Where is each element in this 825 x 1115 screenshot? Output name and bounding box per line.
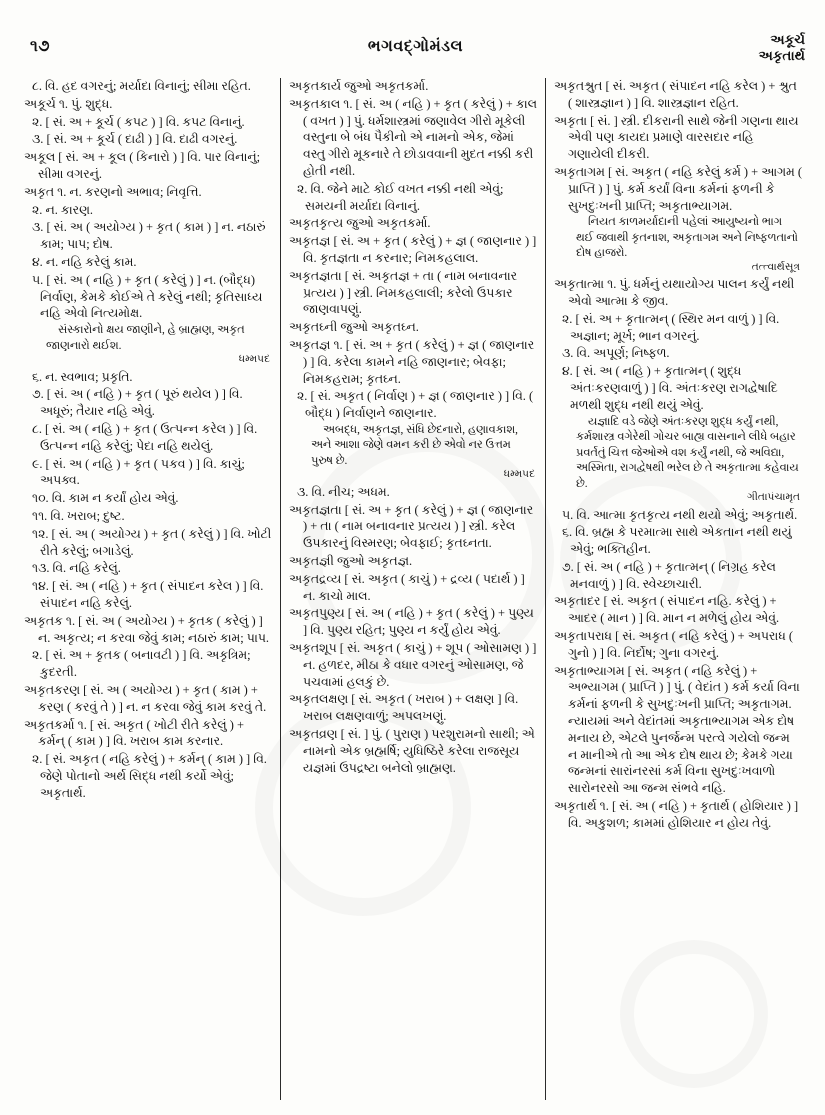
dictionary-entry: અકૃતપુણ્ય [ સં. અ ( નહિ ) + કૃત ( કરેલું ) + પુણ્ય ] વિ. પુણ્ય રહિત; પુણ્ય ન કર્યું હોય એવું. <box>289 606 534 638</box>
quotation-citation: ધમ્મપદ <box>238 354 270 366</box>
entry-sense: ૧૪. [ સં. અ ( નહિ ) + કૃત ( સંપાદન કરેલ ) ] વિ. સંપાદન નહિ કરેલું. <box>32 579 264 610</box>
dictionary-entry: અકૃતકરણ [ સં. અ ( અયોગ્ય ) + કૃત ( કામ ) + કરણ ( કરવું તે ) ] ન. ન કરવા જેવું કામ કરવું તે. <box>24 682 267 714</box>
entry-sense: ૧૩. વિ. નહિ કરેલું. <box>32 561 121 576</box>
dictionary-entry: અકૂર્ચ ૧. પું. શુદ્ધ. <box>24 96 113 111</box>
dictionary-entry: અકૃતઘ્ની જુઓ અકૃતઘ્ન. <box>289 320 419 335</box>
running-head <box>26 30 805 76</box>
guide-word-last: અકૃતાર્થ <box>758 48 805 64</box>
guide-word-first: અકૂર્ચ <box>770 32 805 47</box>
page-number: ૧૭ <box>30 38 50 55</box>
entry-sense: ૮. વિ. હદ વગરનું; મર્યાદા વિનાનું; સીમા રહિત. <box>32 79 251 93</box>
entry-sense: ૨. [ સં. અકૃત ( નહિ કરેલું ) + કર્મન્ ( કામ ) ] વિ. જેણે પોતાનો અર્થ સિદ્ધ નથી કર્યો એવું; અકૃતાર્થ. <box>32 752 267 800</box>
dictionary-entry: અકૂલ [ સં. અ + કૂલ ( કિનારો ) ] વિ. પાર વિનાનું; સીમા વગરનું. <box>24 150 261 181</box>
quotation-block: સંસ્કારોનો ક્ષય જાણીને, હે બ્રાહ્મણ, અકૃત જાણનારો થઈશ. ધમ્મપદ <box>24 323 272 367</box>
dictionary-entry: અકૃતકર્મા ૧. [ સં. અકૃત ( ખોટી રીતે કરેલું ) + કર્મન્ ( કામ ) ] વિ. ખરાબ કામ કરનાર. <box>24 717 244 749</box>
entry-sense: ૨. [ સં. અકૃત ( નિર્વાણ ) + જ્ઞ ( જાણનાર ) ] વિ. ( બૌદ્ધ ) નિર્વાણને જાણનાર. <box>297 389 534 421</box>
column-rule <box>545 78 546 1100</box>
dictionary-entry: અકૃતલક્ષણ [ સં. અકૃત ( ખરાબ ) + લક્ષણ ] વિ. ખરાબ લક્ષણવાળું; અપલખણું. <box>289 692 519 724</box>
entry-sense: ૩. [ સં. અ ( અયોગ્ય ) + કૃત ( કામ ) ] ન. નઠારું કામ; પાપ; દોષ. <box>32 220 266 252</box>
quotation-block: યજ્ઞાદિ વડે જેણે અંતઃકરણ શુદ્ધ કર્યું નથી, કર્મશાસ્ત્ર વગેરેથી ગોચર બાહ્ય વાસનાને લીધે બહાર પ્રવર્તતું ચિત્ત જેઓએ વશ કર્યું નથી, જે અવિદ્યા, અસ્મિતા, રાગદ્વેષથી ભરેલ છે તે અકૃતાત્મા કહેવાય છે. ગીતાપંચામૃત <box>554 415 802 506</box>
entry-sense: ૫. [ સં. અ ( નહિ ) + કૃત ( કરેલું ) ] ન. (બૌદ્ધ) નિર્વાણ, કેમકે કોઈએ તે કરેલું નથી; કૃતિસાધ્ય નહિ એવો નિત્યમોક્ષ. <box>32 272 263 321</box>
dictionary-entry: અકૃતાદર [ સં. અકૃત ( સંપાદન નહિ. કરેલું ) + આદર ( માન ) ] વિ. માન ન મળેલું હોય એવું. <box>554 594 780 626</box>
quotation-citation: ધમ્મપદ <box>503 469 535 481</box>
entry-sense: ૪. ન. નહિ કરેલું કામ. <box>32 254 137 269</box>
entry-sense: ૩. વિ. નીચ; અધમ. <box>297 484 390 499</box>
dictionary-entry: અકૃતાભ્યાગમ [ સં. અકૃત ( નહિ કરેલું ) + અભ્યાગમ ( પ્રાપ્તિ ) ] પું. ( વેદાંત ) કર્મ કર્યા વિના કર્મનાં ફળની કે સુખદુઃખની પ્રાપ્તિ; અકૃતાગમ. ન્યાયમાં અને વેદાંતમાં અકૃતાભ્યાગમ એક દોષ મનાય છે, એટલે પુનર્જન્મ પરત્વે ગયેલો જન્મ ન માનીએ તો આ એક દોષ થાય છે; કેમકે ગયા જન્મનાં સારાંનરસાં કર્મ વિના સુખદુઃખવાળો સારોનરસો આ જન્મ સંભવે નહિ. <box>554 663 800 796</box>
dictionary-entry: અકૃતાપરાધ [ સં. અકૃત ( નહિ કરેલું ) + અપરાધ ( ગુનો ) ] વિ. નિર્દોષ; ગુના વગરનું. <box>554 629 793 660</box>
column-container <box>20 78 806 1100</box>
entry-sense: ૬. વિ. બ્રહ્મ કે પરમાત્મા સાથે એકતાન નથી થયું એવું; ભક્તિહીન. <box>562 525 792 557</box>
dictionary-entry: અકૃતજ્ઞ ૧. [ સં. અ + કૃત ( કરેલું ) + જ્ઞ ( જાણનાર ) ] વિ. કરેલા કામને નહિ જાણનાર; બેવફા; નિમકહરામ; કૃતઘ્ન. <box>289 337 535 386</box>
dictionary-entry: અકૃતજ્ઞ [ સં. અ + કૃત ( કરેલું ) + જ્ઞ ( જાણનાર ) ] વિ. કૃતજ્ઞતા ન કરનાર; નિમકહલાલ. <box>289 234 537 265</box>
dictionary-entry: અકૃતકૃત્ય જુઓ અકૃતકર્મા. <box>289 216 431 231</box>
book-title: ભગવદ્ગોમંડલ <box>367 38 464 55</box>
column-rule <box>280 78 281 1100</box>
text-column-2 <box>285 78 541 1100</box>
entry-sense: ૩. [ સં. અ + કૂર્ચ ( દાઢી ) ] વિ. દાઢી વગરનું. <box>32 132 238 147</box>
dictionary-entry: અકૃતાત્મા ૧. પું. ધર્મનું યથાયોગ્ય પાલન કર્યું નથી એવો આત્મા કે જીવ. <box>554 277 795 309</box>
text-column-1 <box>20 78 276 1100</box>
dictionary-entry: અકૃતક ૧. [ સં. અ ( અયોગ્ય ) + કૃતક ( કરેલું ) ] ન. અકૃત્ય; ન કરવા જેવું કામ; નઠારું કામ; પાપ. <box>24 613 270 645</box>
entry-sense: ૧૧. વિ. ખરાબ; દુષ્ટ. <box>32 508 125 523</box>
dictionary-entry: અકૃતવ્રણ [ સં. ] પું. ( પુરાણ ) પરશુરામનો સાથી; એ નામનો એક બ્રહ્મર્ષિ; યુધિષ્ઠિરે કરેલા રાજસૂય યજ્ઞમાં ઉપદ્રષ્ટા બનેલો બ્રાહ્મણ. <box>289 727 535 775</box>
entry-sense: ૨. [ સં. અ + કૃતક ( બનાવટી ) ] વિ. અકૃત્રિમ; કુદરતી. <box>32 648 251 680</box>
entry-sense: ૯. [ સં. અ ( નહિ ) + કૃત ( પકવ ) ] વિ. કાચું; અપક્વ. <box>32 456 245 488</box>
entry-sense: ૮. [ સં. અ ( નહિ ) + કૃત ( ઉત્પન્ન કરેલ ) ] વિ. ઉત્પન્ન નહિ કરેલું; પેદા નહિ થયેલું. <box>32 421 258 453</box>
dictionary-entry: અકૃતજ્ઞતા [ સં. અ + કૃત ( કરેલું ) + જ્ઞ ( જાણનાર ) + તા ( નામ બનાવનાર પ્રત્યય ) ] સ્ત્રી. કરેલ ઉપકારનું વિસ્મરણ; બેવફાઈ; કૃતઘ્નતા. <box>289 502 534 551</box>
dictionary-entry: અકૃતકાર્ય જુઓ અકૃતકર્મા. <box>289 79 429 93</box>
dictionary-entry: અકૃતા [ સં. ] સ્ત્રી. દીકરાની સાથે જેની ગણના થાય એવી પણ કાયદા પ્રમાણે વારસદાર નહિ ગણાયેલી દીકરી. <box>554 113 799 162</box>
quotation-citation: ગીતાપંચામૃત <box>747 492 800 503</box>
entry-sense: ૨. [ સં. અ + કૃતાત્મન્ ( સ્થિર મન વાળું ) ] વિ. અજ્ઞાન; મૂર્ખ; ભાન વગરનું. <box>562 311 780 343</box>
entry-sense: ૭. [ સં. અ ( નહિ ) + કૃતાત્મન્ ( નિગ્રહ કરેલ મનવાળું ) ] વિ. સ્વેચ્છાચારી. <box>562 559 776 591</box>
text-column-3 <box>550 78 806 1100</box>
dictionary-entry: અકૃતશૂપ [ સં. અકૃત ( કાચું ) + શૂપ ( ઓસામણ ) ] ન. હળદર, મીઠા કે વધાર વગરનું ઓસામણ, જે પચવામાં હલકું છે. <box>289 641 537 689</box>
entry-sense: ૪. [ સં. અ ( નહિ ) + કૃતાત્મન્ ( શુદ્ધ અંતઃકરણવાળું ) ] વિ. અંતઃકરણ રાગદ્વેષાદિ મળથી શુદ્ધ નથી થયું એવું. <box>562 364 778 412</box>
dictionary-entry: અકૃત ૧. ન. કરણનો અભાવ; નિવૃત્તિ. <box>24 184 202 199</box>
quotation-block: અબદ્ધ, અકૃતજ્ઞ, સંધિ છેદનારો, હણાવકાશ, અને આશા જેણે વમન કરી છે એવો નર ઉત્તમ પુરુષ છે. ધમ્મપદ <box>289 423 537 483</box>
entry-sense: ૭. [ સં. અ ( નહિ ) + કૃત ( પૂરું થયેલ ) ] વિ. અધૂરું; તૈયાર નહિ એવું. <box>32 387 243 419</box>
dictionary-entry: અકૃતજ્ઞી જુઓ અકૃતજ્ઞ. <box>289 554 413 569</box>
dictionary-entry: અકૃતાગમ [ સં. અકૃત ( નહિ કરેલું કર્મ ) + આગમ ( પ્રાપ્તિ ) ] પું. કર્મ કર્યાં વિના કર્મનાં ફળની કે સુખદુઃખની પ્રાપ્તિ; અકૃતાભ્યાગમ. <box>554 164 803 213</box>
dictionary-entry: અકૃતકાલ ૧. [ સં. અ ( નહિ ) + કૃત ( કરેલું ) + કાલ ( વખત ) ] પું. ધર્મશાસ્ત્રમાં જણાવેલ ગીરો મૂકેલી વસ્તુના બે બંધ પૈકીનો એ નામનો એક, જેમાં વસ્તુ ગીરો મૂકનારે તે છોડાવવાની મુદત નક્કી કરી હોતી નથી. <box>289 96 538 178</box>
dictionary-entry: અકૃતદ્રવ્ય [ સં. અકૃત ( કાચું ) + દ્રવ્ય ( પદાર્થ ) ] ન. કાચો માલ. <box>289 571 525 603</box>
entry-sense: ૨. વિ. જેને માટે કોઈ વખત નક્કી નથી એવું; સમયની મર્યાદા વિનાનું. <box>297 181 504 213</box>
entry-sense: ૫. વિ. આત્મા કૃતકૃત્ય નથી થયો એવું; અકૃતાર્થ. <box>562 507 798 522</box>
dictionary-entry: અકૃતશ્રુત [ સં. અકૃત ( સંપાદન નહિ કરેલ ) + શ્રુત ( શાસ્ત્રજ્ઞાન ) ] વિ. શાસ્ત્રજ્ઞાન રહિત. <box>554 79 797 110</box>
guide-words <box>759 32 805 65</box>
entry-sense: ૨. [ સં. અ + કૂર્ચ ( કપટ ) ] વિ. કપટ વિનાનું. <box>32 114 245 129</box>
entry-sense: ૧૦. વિ. કામ ન કર્યાં હોય એવું. <box>32 491 179 506</box>
entry-sense: ૨. ન. કારણ. <box>32 202 93 217</box>
dictionary-entry: અકૃતજ્ઞતા [ સં. અકૃતજ્ઞ + તા ( નામ બનાવનાર પ્રત્યય ) ] સ્ત્રી. નિમકહલાલી; કરેલો ઉપકાર જાણવાપણું. <box>289 268 518 317</box>
entry-sense: ૧૨. [ સં. અ ( અયોગ્ય ) + કૃત ( કરેલું ) ] વિ. ખોટી રીતે કરેલું; બગાડેલું. <box>32 526 272 558</box>
dictionary-entry: અકૃતાર્થ ૧. [ સં. અ ( નહિ ) + કૃતાર્થ ( હોશિયાર ) ] વિ. અકુશળ; કામમાં હોશિયાર ન હોય તેવું. <box>554 799 799 830</box>
entry-sense: ૬. ન. સ્વભાવ; પ્રકૃતિ. <box>32 369 133 384</box>
quotation-citation: તત્ત્વાર્થસૂત્ર <box>751 261 800 273</box>
entry-sense: ૩. વિ. અપૂર્ણ; નિષ્ફળ. <box>562 346 670 361</box>
quotation-block: નિયત કાળમર્યાદાની પહેલાં આયુષ્યનો ભાગ થઈ જવાથી કૃતનાશ, અકૃતાગમ અને નિષ્ફળતાનો દોષ હાજરો. તત્ત્વાર્થસૂત્ર <box>554 215 802 275</box>
